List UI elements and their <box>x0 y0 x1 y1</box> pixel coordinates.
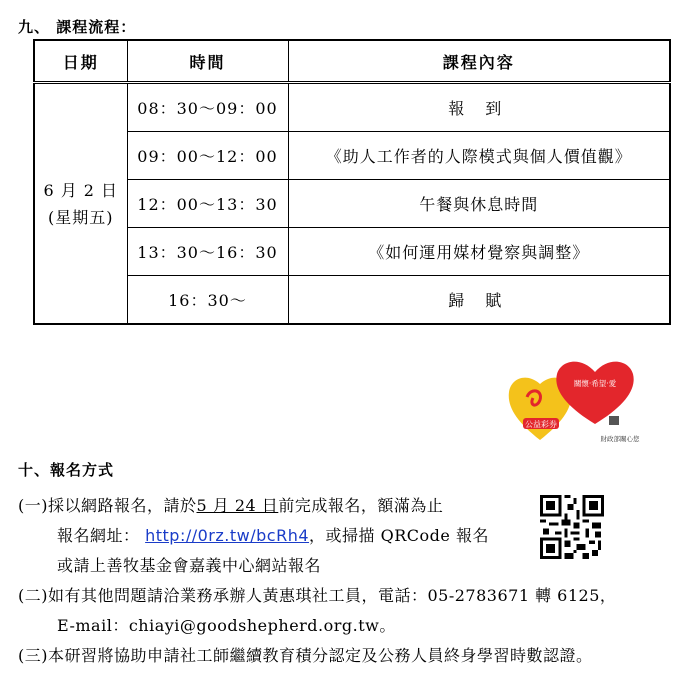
content-cell: 報 到 <box>288 83 670 132</box>
item-1-line-1: (一)採以網路報名，請於5 月 24 日前完成報名，額滿為止 <box>18 496 444 515</box>
item-2-line-2: E-mail：chiayi@goodshepherd.org.tw。 <box>57 616 396 635</box>
logo-agency: 財政部關心您 <box>600 435 640 443</box>
time-cell: 13：30～16：30 <box>127 228 288 276</box>
course-schedule-table <box>33 39 671 325</box>
time-cell: 12：00～13：30 <box>127 180 288 228</box>
date-text: 6 月 2 日 <box>43 180 119 200</box>
content-cell: 歸 賦 <box>288 276 670 325</box>
time-cell: 08：30～09：00 <box>127 83 288 132</box>
content-cell: 午餐與休息時間 <box>288 180 670 228</box>
deadline-date: 5 月 24 日 <box>196 496 279 515</box>
section-9-title: 九、 課程流程： <box>18 18 137 36</box>
time-cell: 09：00～12：00 <box>127 132 288 180</box>
heart-logo-icon <box>505 352 645 447</box>
logo-slogan: 關懷‧希望‧愛 <box>573 379 617 388</box>
content-cell: 《如何運用媒材覺察與調整》 <box>288 228 670 276</box>
registration-link[interactable]: http://0rz.tw/bcRh4 <box>145 526 310 545</box>
header-time: 時間 <box>127 40 288 83</box>
table-row <box>34 83 670 132</box>
qr-code-icon[interactable] <box>540 495 604 559</box>
table-header-row <box>34 40 670 83</box>
content-cell: 《助人工作者的人際模式與個人價值觀》 <box>288 132 670 180</box>
item-1-line-3: 或請上善牧基金會嘉義中心網站報名 <box>57 556 322 575</box>
time-cell: 16：30～ <box>127 276 288 325</box>
table-row <box>34 180 670 228</box>
logo-lottery-label: 公益彩券 <box>525 420 557 429</box>
weekday-text: (星期五) <box>48 207 114 227</box>
header-content: 課程內容 <box>288 40 670 83</box>
item-1-line-2: 報名網址： http://0rz.tw/bcRh4，或掃描 QRCode 報名 <box>57 526 489 545</box>
table-row <box>34 228 670 276</box>
item-3-line: (三)本研習將協助申請社工師繼續教育積分認定及公務人員終身學習時數認證。 <box>18 646 593 665</box>
date-cell <box>34 83 127 325</box>
table-row <box>34 132 670 180</box>
section-10-title: 十、報名方式 <box>18 461 115 479</box>
public-welfare-lottery-logo <box>505 352 645 447</box>
table-row <box>34 276 670 325</box>
item-2-line-1: (二)如有其他問題請洽業務承辦人黃惠琪社工員，電話：05-2783671 轉 6125， <box>18 586 617 605</box>
header-date: 日期 <box>34 40 127 83</box>
